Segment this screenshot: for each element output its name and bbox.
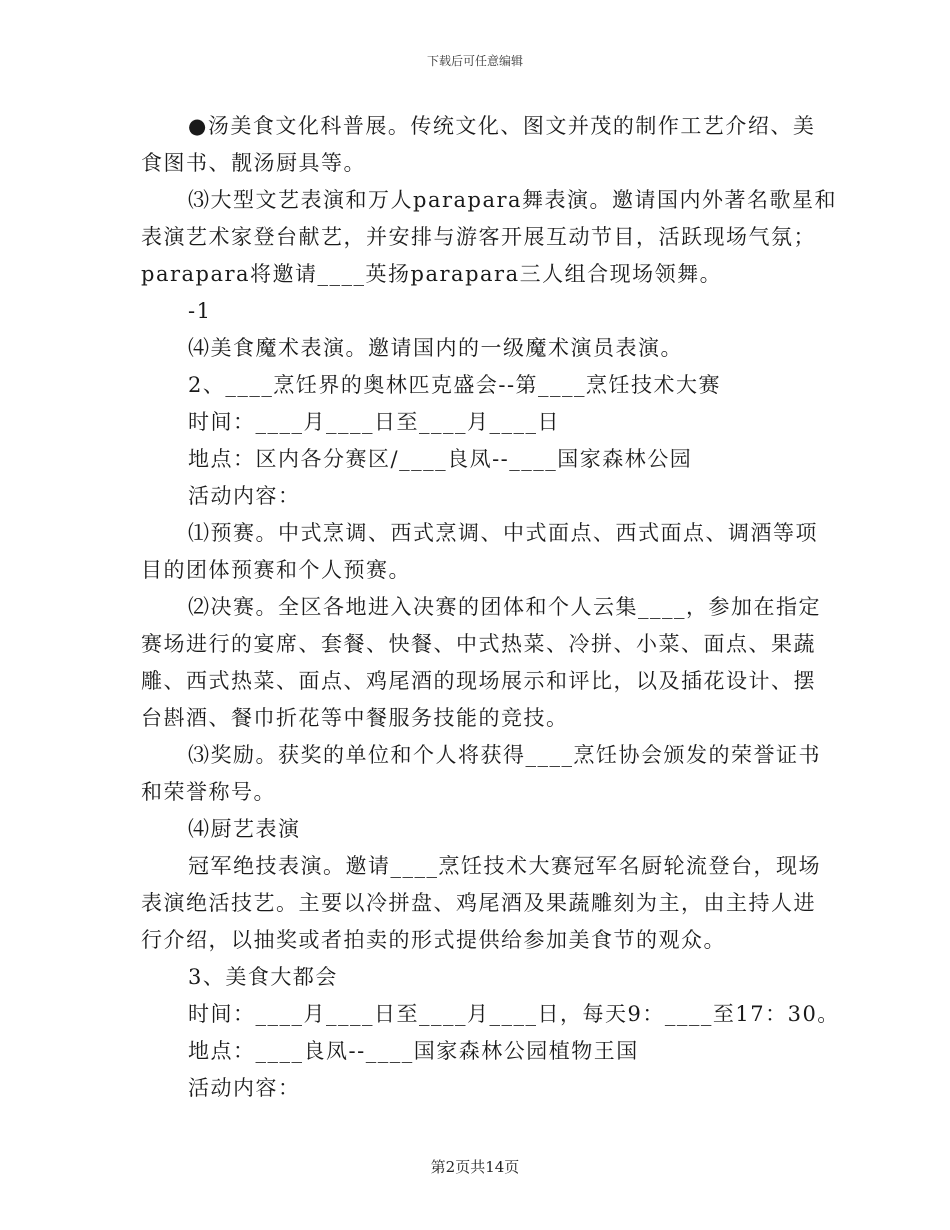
paragraph-line: 表演绝活技艺。主要以冷拼盘、鸡尾酒及果蔬雕刻为主，由主持人进 (141, 891, 816, 915)
paragraph-line: 时间：____月____日至____月____日 (188, 410, 560, 434)
paragraph-line: 地点：____良凤--____国家森林公园植物王国 (188, 1039, 639, 1063)
paragraph-line: ⑶奖励。获奖的单位和个人将获得____烹饪协会颁发的荣誉证书 (188, 743, 821, 767)
paragraph-line: ⑷厨艺表演 (188, 817, 301, 841)
document-body (141, 108, 840, 1107)
paragraph-line: 赛场进行的宴席、套餐、快餐、中式热菜、冷拼、小菜、面点、果蔬 (141, 632, 816, 656)
paragraph-line: ⑵决赛。全区各地进入决赛的团体和个人云集____，参加在指定 (188, 595, 821, 619)
paragraph-line: parapara将邀请____英扬parapara三人组合现场领舞。 (141, 262, 723, 286)
paragraph-line: ●汤美食文化科普展。传统文化、图文并茂的制作工艺介绍、美 (188, 114, 816, 138)
paragraph-line: 时间：____月____日至____月____日，每天9：____至17：30。 (188, 1002, 840, 1026)
paragraph-line: 活动内容： (188, 1076, 301, 1100)
paragraph-line: 食图书、靓汤厨具等。 (141, 151, 366, 175)
paragraph-line: ⑴预赛。中式烹调、西式烹调、中式面点、西式面点、调酒等项 (188, 521, 818, 545)
paragraph-line: 3、美食大都会 (188, 965, 338, 989)
paragraph-line: 目的团体预赛和个人预赛。 (141, 558, 411, 582)
paragraph-line: 台斟酒、餐巾折花等中餐服务技能的竞技。 (141, 706, 569, 730)
paragraph-line: 冠军绝技表演。邀请____烹饪技术大赛冠军名厨轮流登台，现场 (188, 854, 821, 878)
paragraph-line: 和荣誉称号。 (141, 780, 276, 804)
paragraph-line: 行介绍，以抽奖或者拍卖的形式提供给参加美食节的观众。 (141, 928, 726, 952)
paragraph-line: 2、____烹饪界的奥林匹克盛会--第____烹饪技术大赛 (188, 373, 722, 397)
page-header: 下载后可任意编辑 (426, 54, 523, 68)
page-footer: 第2页共14页 (430, 1158, 520, 1176)
paragraph-line: 活动内容： (188, 484, 301, 508)
paragraph-line: -1 (188, 299, 212, 323)
paragraph-line: ⑷美食魔术表演。邀请国内的一级魔术演员表演。 (188, 336, 683, 360)
paragraph-line: 雕、西式热菜、面点、鸡尾酒的现场展示和评比，以及插花设计、摆 (141, 669, 816, 693)
paragraph-line: 表演艺术家登台献艺，并安排与游客开展互动节目，活跃现场气氛； (141, 225, 816, 249)
paragraph-line: ⑶大型文艺表演和万人parapara舞表演。邀请国内外著名歌星和 (188, 188, 838, 212)
paragraph-line: 地点：区内各分赛区/____良凤--____国家森林公园 (188, 447, 693, 471)
